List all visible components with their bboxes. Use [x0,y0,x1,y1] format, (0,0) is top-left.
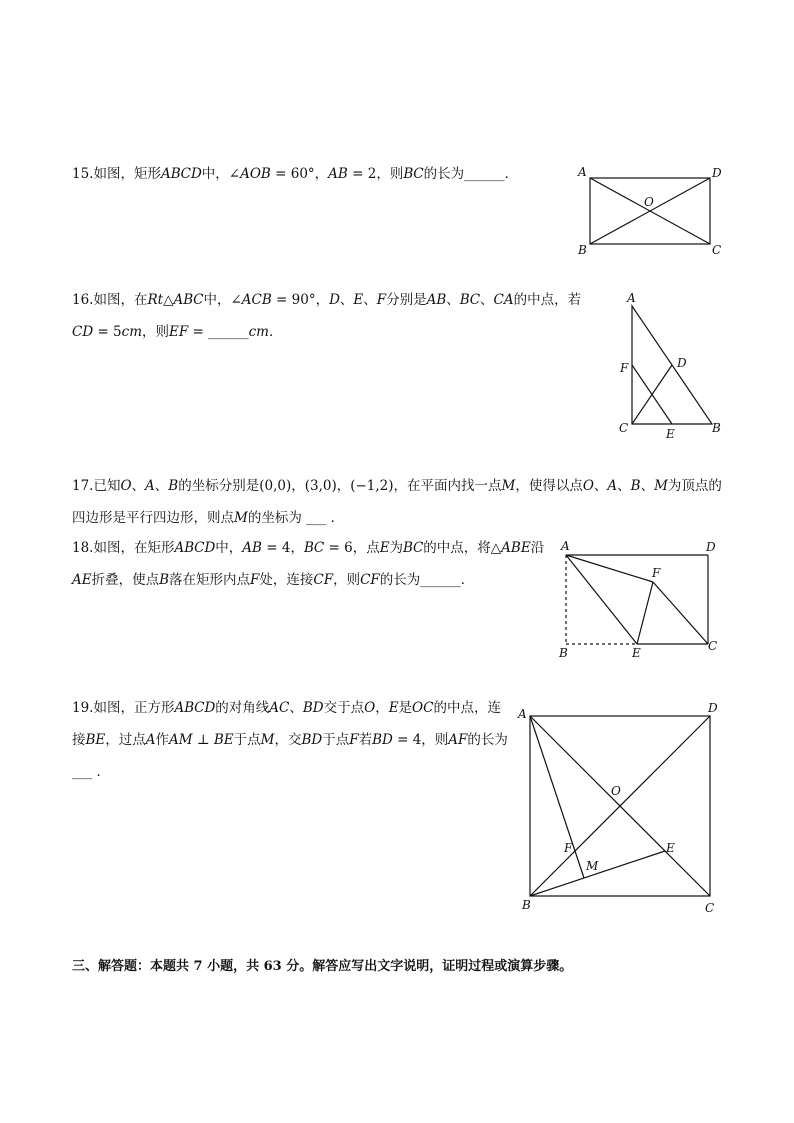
figure-18 [555,537,735,667]
label-e: E [666,427,675,441]
problem-16-line-1: 16.如图，在𝑅𝑡△𝐴𝐵𝐶中，∠𝐴𝐶𝐵 = 90°，𝐷、𝐸、𝐹分别是𝐴𝐵、𝐵𝐶、𝐶𝐴的中点，若 [72,292,582,308]
segment-fe [637,582,653,644]
problem-15-line-1: 15.如图，矩形𝐴𝐵𝐶𝐷中，∠𝐴𝑂𝐵 = 60°，𝐴𝐵 = 2，则𝐵𝐶的长为______． [72,166,519,182]
problem-17-line-2: 四边形是平行四边形，则点𝑀的坐标为 ___ ． [72,510,345,526]
figure-16 [614,290,734,440]
label-a: A [561,539,570,553]
label-c: C [708,639,718,653]
label-f: F [652,566,661,580]
label-o: O [611,784,621,798]
label-d: D [706,540,716,554]
label-m: M [586,859,599,873]
segment-be [530,851,665,896]
label-c: C [712,243,722,257]
label-a: A [518,707,527,721]
figure-15 [574,164,734,264]
label-b: B [522,898,531,912]
segment-am [530,716,584,878]
problem-19-line-2: 接𝐵𝐸，过点𝐴作𝐴𝑀 ⊥ 𝐵𝐸于点𝑀，交𝐵𝐷于点𝐹若𝐵𝐷 = 4，则𝐴𝐹的长为 [72,732,508,748]
segment-fc [653,582,708,644]
problem-18-line-1: 18.如图，在矩形𝐴𝐵𝐶𝐷中，𝐴𝐵 = 4，𝐵𝐶 = 6，点𝐸为𝐵𝐶的中点，将△𝐴𝐵𝐸沿 [72,540,545,556]
label-d: D [712,166,722,180]
problem-16 [72,284,581,348]
label-d: D [677,356,687,370]
label-b: B [578,243,587,257]
label-a: A [578,165,587,179]
label-f: F [564,841,573,855]
label-b: B [559,646,568,660]
problem-19-line-3: ___ ． [72,764,111,780]
label-b: B [712,421,721,435]
problem-18 [72,532,544,596]
label-c: C [619,421,629,435]
problem-19 [72,692,508,788]
fold-line-ae [566,555,637,644]
problem-17-line-1: 17.已知𝑂、𝐴、𝐵的坐标分别是(0,0)，(3,0)，(−1,2)，在平面内找一点𝑀，使得以点𝑂、𝐴、𝐵、𝑀为顶点的 [72,478,722,494]
figure-19 [514,700,734,920]
label-o: O [644,195,654,209]
label-d: D [708,701,718,715]
label-f: F [620,361,629,375]
problem-17 [72,470,722,534]
problem-16-line-2: 𝐶𝐷 = 5𝑐𝑚，则𝐸𝐹 = ______𝑐𝑚． [72,324,283,340]
section-heading: 三、解答题：本题共 7 小题，共 63 分。解答应写出文字说明，证明过程或演算步骤。 [72,959,573,974]
label-a: A [627,291,636,305]
problem-18-line-2: 𝐴𝐸折叠，使点𝐵落在矩形内点𝐹处，连接𝐶𝐹，则𝐶𝐹的长为______． [72,572,475,588]
problem-15 [72,158,518,190]
label-e: E [632,646,641,660]
label-e: E [666,841,675,855]
label-c: C [705,901,715,915]
segment-af [566,555,653,582]
problem-19-line-1: 19.如图，正方形𝐴𝐵𝐶𝐷的对角线𝐴𝐶、𝐵𝐷交于点𝑂，𝐸是𝑂𝐶的中点，连 [72,700,501,716]
